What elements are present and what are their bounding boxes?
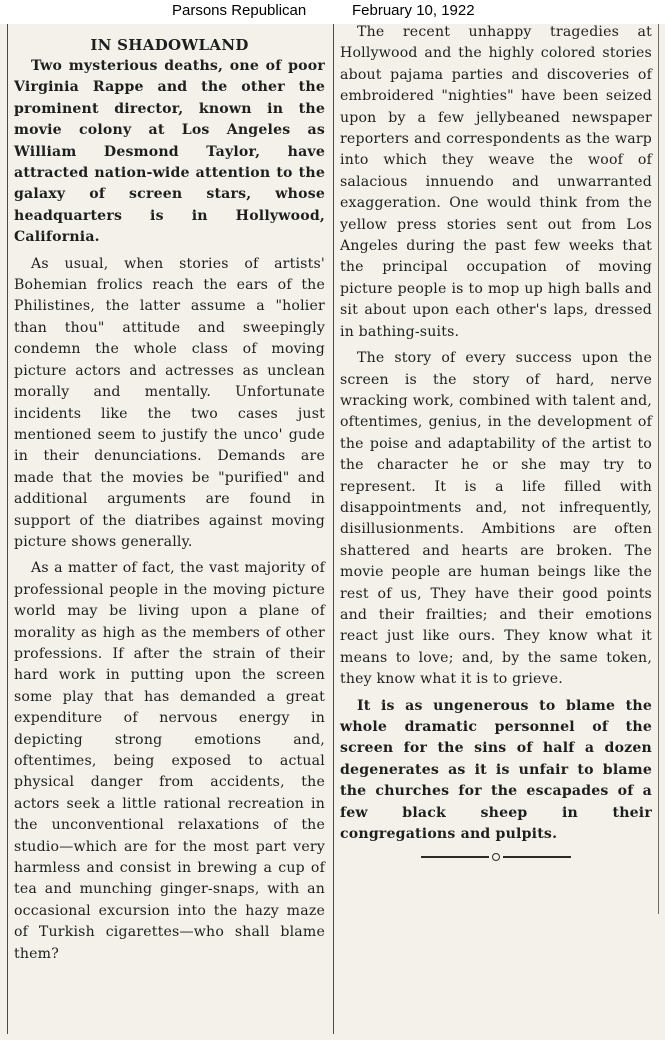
article-headline: IN SHADOWLAND [90,36,249,54]
publication-date: February 10, 1922 [352,2,475,19]
column-rule-left [7,24,8,1034]
article-column-right [340,22,652,863]
column-rule-middle [333,24,334,1034]
article-paragraph-4: The recent unhappy tragedies at Hollywood and the highly colored stories about pajama parties and discoveries of embroidered "nighties" have been seized upon by a few jellybeaned newspaper reporters and correspondents as the warp into which they weave the woof of salacious innuendo and unwarranted exaggeration. One would think from the yellow press stories sent out from Los Angeles during the past few weeks that the principal occupation of moving picture people is to mop up high balls and sit about upon each other's laps, dressed in bathing-suits. [340,24,652,340]
page-header [0,0,665,24]
article-paragraph-3: As a matter of fact, the vast majority of professional people in the moving picture world may be living upon a plane of morality as high as the members of other professions. If after the strain of their hard work in putting upon the screen some play that has demanded a great expenditure of nervous energy in depicting strong emotions and, oftentimes, being exposed to actual physical danger from accidents, the actors seek a little rational recreation in the unconventional relaxations of the studio—which are for the most part very harmless and consist in brewing a cup of tea and munching ginger-snaps, with an occasional excursion into the hazy maze of Turkish cigarettes—who shall blame them? [14,560,325,962]
end-of-article-ornament [421,851,571,863]
ornament-line-right [503,856,571,858]
article-paragraph-5: The story of every success upon the screen is the story of hard, nerve wracking work, combined with talent and, oftentimes, genius, in the development of the poise and adaptability of the artist to the character he or she may try to represent. It is a life filled with disappointments and, not infrequently, disillusionments. Ambitions are often shattered and hearts are broken. The movie people are human beings like the rest of us, They have their good points and their frailties; and their emotions react just like ours. They know what it means to love; and, by the same token, they know what it is to grieve. [340,350,652,688]
column-rule-right [658,24,659,914]
article-paragraph-2: As usual, when stories of artists' Bohemian frolics reach the ears of the Philistines, the latter assume a "holier than thou" attitude and sweepingly condemn the whole class of moving picture actors and actresses as unclean morally and mentally. Unfortunate incidents like the two cases just mentioned seem to justify the unco' gude in their denunciations. Demands are made that the movies be "purified" and additional arguments are found in support of the diatribes against moving picture shows generally. [14,255,325,550]
ornament-circle [492,853,500,861]
ornament-line-left [421,856,489,858]
newspaper-name: Parsons Republican [172,2,307,19]
article-paragraph-6: It is as ungenerous to blame the whole dramatic personnel of the screen for the sins of half a dozen degenerates as it is unfair to blame the churches for the escapades of a few black sheep in their congregations and pulpits. [340,697,652,843]
article-column-left [14,34,325,970]
article-paragraph-1: Two mysterious deaths, one of poor Virginia Rappe and the other the prominent director, known in the movie colony at Los Angeles as William Desmond Taylor, have attracted nation-wide attention to the galaxy of screen stars, whose headquarters is in Hollywood, California. [14,58,325,246]
